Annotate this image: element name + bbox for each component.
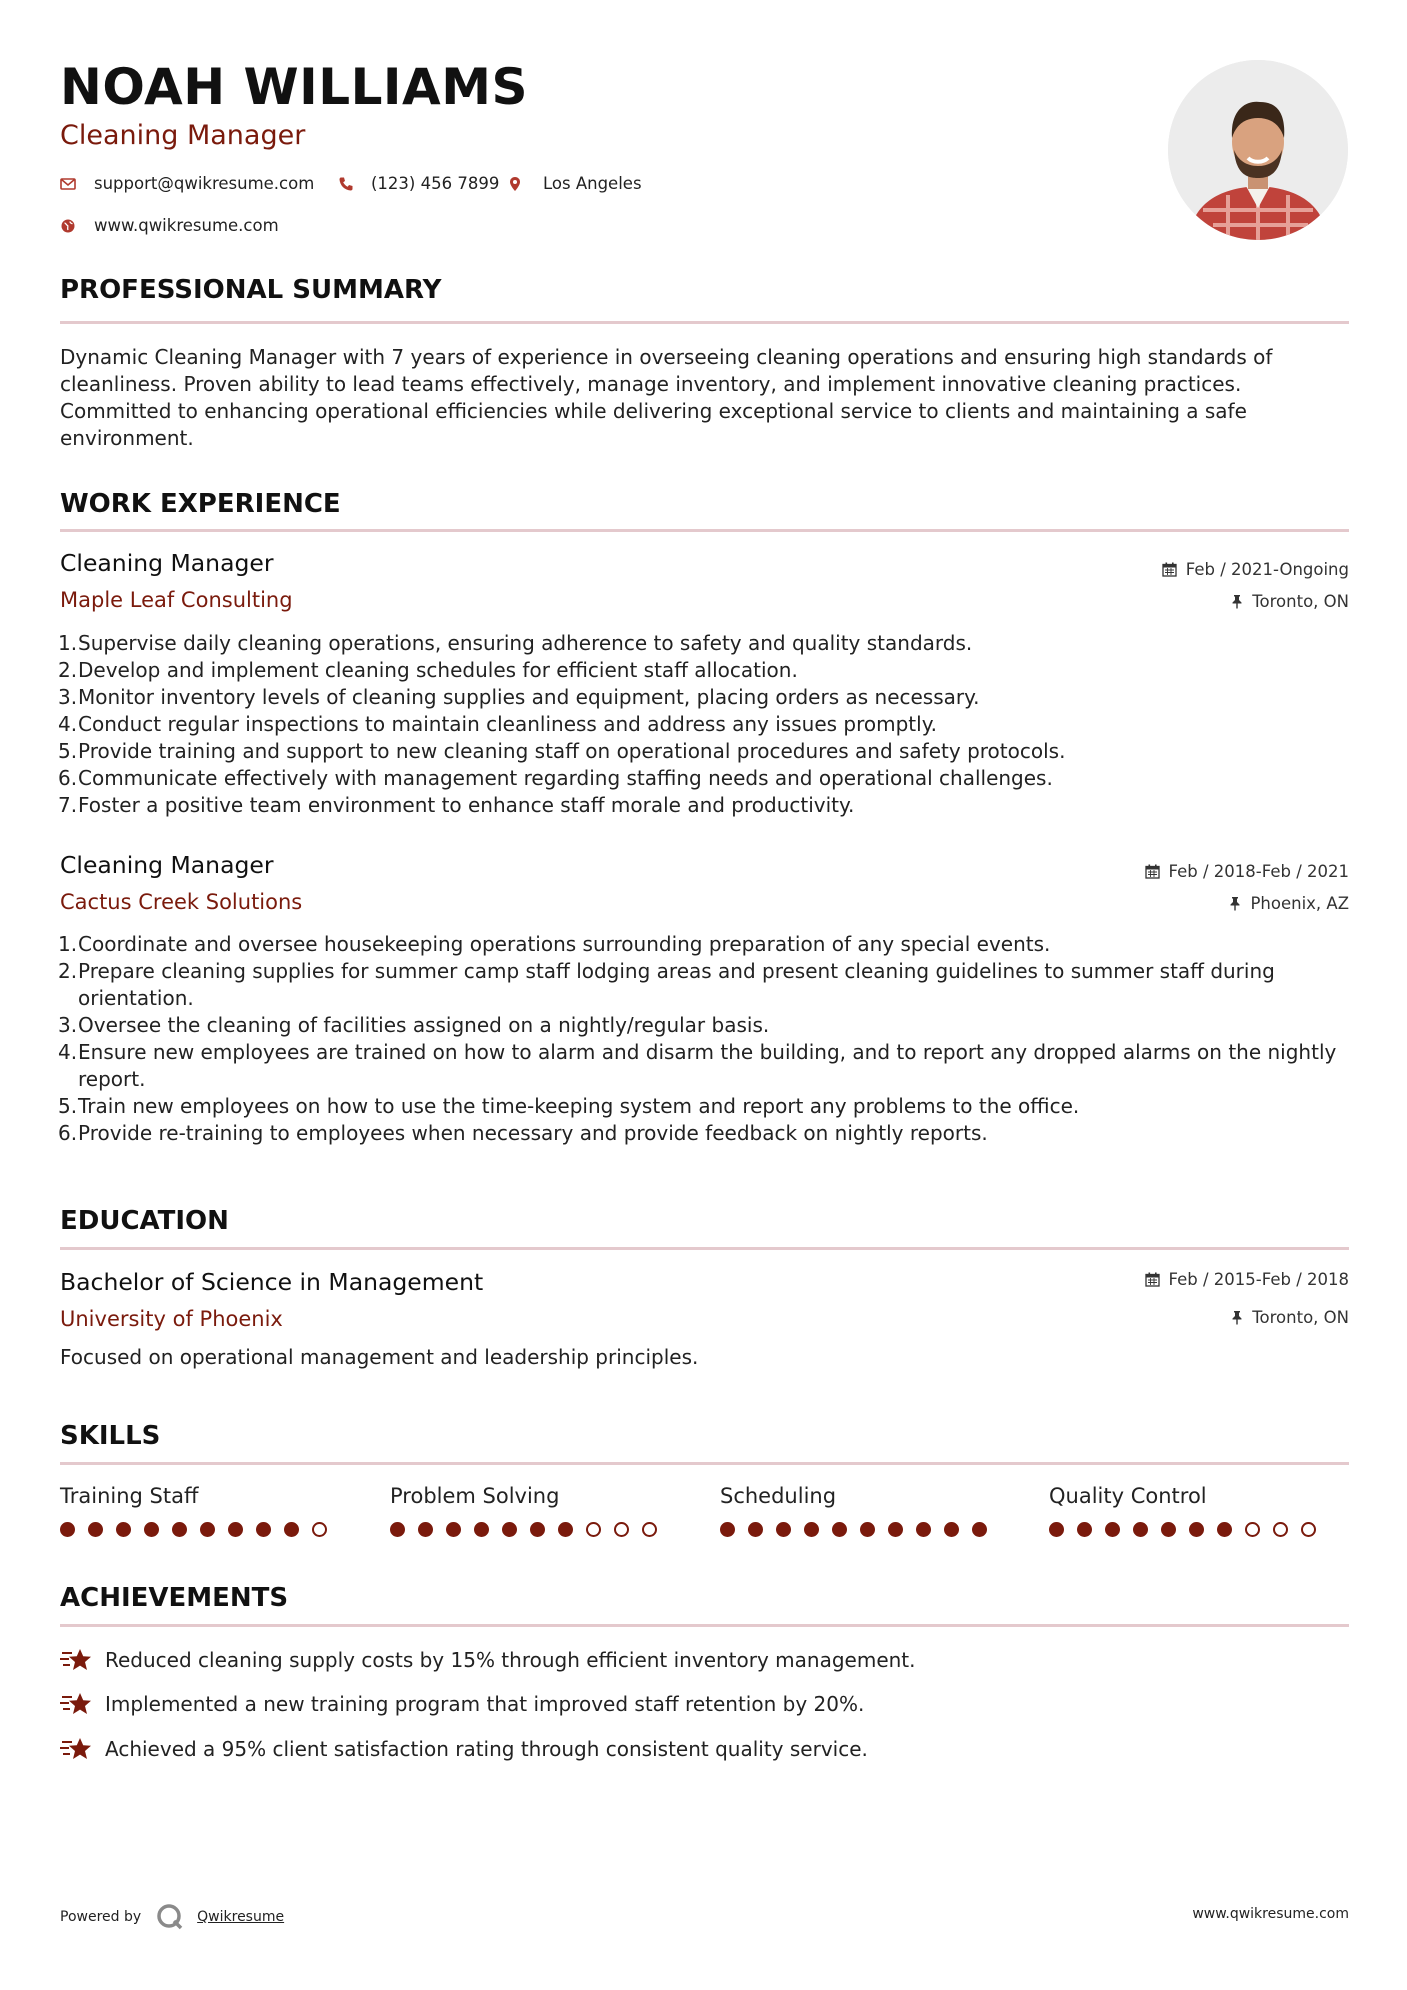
list-item: 3. Monitor inventory levels of cleaning supplies and equipment, placing orders as necessary. (58, 685, 980, 709)
skill-dot-filled (748, 1522, 763, 1537)
skill-name: Quality Control (1049, 1484, 1207, 1508)
skill-dot-filled (530, 1522, 545, 1537)
skill-dot-filled (172, 1522, 187, 1537)
job-title: Cleaning Manager (60, 549, 274, 577)
pushpin-icon (1231, 594, 1243, 609)
job-duties-list (60, 630, 1350, 819)
job-date (1145, 862, 1349, 881)
skill-dot-filled (1105, 1522, 1120, 1537)
candidate-name: NOAH WILLIAMS (60, 58, 528, 116)
location-text: Los Angeles (543, 174, 642, 193)
list-item: 6. Provide re-training to employees when necessary and provide feedback on nightly reports. (58, 1121, 988, 1145)
email-text: support@qwikresume.com (94, 174, 315, 193)
skill-dot-filled (1077, 1522, 1092, 1537)
skill-name: Scheduling (720, 1484, 837, 1508)
skill-dot-empty (312, 1522, 327, 1537)
star-badge-icon (60, 1691, 93, 1717)
list-item: 4. Conduct regular inspections to maintain cleanliness and address any issues promptly. (58, 712, 938, 736)
candidate-role: Cleaning Manager (60, 120, 306, 151)
achievement-item (60, 1736, 868, 1762)
job-company: Maple Leaf Consulting (60, 588, 293, 612)
star-badge-icon (60, 1647, 93, 1673)
skill-dot-empty (642, 1522, 657, 1537)
skill-dot-filled (88, 1522, 103, 1537)
achievement-item (60, 1691, 864, 1717)
list-item: 4. Ensure new employees are trained on how to alarm and disarm the building, and to report any dropped alarms on the nightly report. (58, 1040, 1337, 1091)
pushpin-icon (1231, 1310, 1243, 1325)
skill-dot-filled (116, 1522, 131, 1537)
avatar (1168, 60, 1348, 240)
job-location (1229, 894, 1349, 913)
education-description: Focused on operational management and leadership principles. (60, 1345, 699, 1369)
powered-by-label: Powered by (60, 1909, 142, 1925)
skill-dot-filled (558, 1522, 573, 1537)
map-pin-icon (507, 176, 523, 192)
summary-heading: PROFESSIONAL SUMMARY (60, 275, 442, 305)
skill-dot-filled (474, 1522, 489, 1537)
contact-phone[interactable] (338, 174, 499, 193)
qwikresume-logo-icon (155, 1902, 185, 1932)
skill-dot-filled (390, 1522, 405, 1537)
education-date-text: Feb / 2015-Feb / 2018 (1168, 1270, 1349, 1289)
achievement-text: Reduced cleaning supply costs by 15% through efficient inventory management. (105, 1648, 916, 1672)
skill-dot-filled (418, 1522, 433, 1537)
skill-dot-filled (888, 1522, 903, 1537)
education-heading: EDUCATION (60, 1206, 229, 1236)
skill-rating (390, 1522, 657, 1537)
footer-site-link[interactable]: www.qwikresume.com (1192, 1906, 1349, 1922)
job-location (1231, 592, 1349, 611)
job-company: Cactus Creek Solutions (60, 890, 303, 914)
list-item: 5. Provide training and support to new cleaning staff on operational procedures and safety protocols. (58, 739, 1066, 763)
skill-dot-empty (1273, 1522, 1288, 1537)
skill-dot-filled (1049, 1522, 1064, 1537)
job-location-text: Phoenix, AZ (1250, 894, 1349, 913)
skill-dot-empty (586, 1522, 601, 1537)
section-divider (60, 1624, 1349, 1627)
section-divider (60, 1247, 1349, 1250)
list-item: 1. Coordinate and oversee housekeeping operations surrounding preparation of any special events. (58, 932, 1051, 956)
list-item: 7. Foster a positive team environment to enhance staff morale and productivity. (58, 793, 855, 817)
education-location-text: Toronto, ON (1252, 1308, 1349, 1327)
list-item: 6. Communicate effectively with management regarding staffing needs and operational challenges. (58, 766, 1053, 790)
skill-dot-filled (200, 1522, 215, 1537)
star-badge-icon (60, 1736, 93, 1762)
job-location-text: Toronto, ON (1252, 592, 1349, 611)
calendar-icon (1145, 1272, 1160, 1287)
job-date-text: Feb / 2021-Ongoing (1185, 560, 1349, 579)
footer-brand-link[interactable]: Qwikresume (197, 1909, 285, 1925)
skill-rating (1049, 1522, 1316, 1537)
achievement-item (60, 1647, 916, 1673)
skill-dot-filled (1133, 1522, 1148, 1537)
calendar-icon (1162, 562, 1177, 577)
skill-dot-filled (832, 1522, 847, 1537)
skill-dot-filled (720, 1522, 735, 1537)
list-item: 2. Prepare cleaning supplies for summer camp staff lodging areas and present cleaning guidelines to summer staff during orientation. (58, 959, 1275, 1010)
skill-dot-filled (284, 1522, 299, 1537)
skill-dot-filled (446, 1522, 461, 1537)
skill-dot-empty (1301, 1522, 1316, 1537)
profile-photo (1168, 60, 1348, 240)
skill-name: Problem Solving (390, 1484, 560, 1508)
contact-email[interactable] (60, 174, 314, 193)
skill-dot-filled (804, 1522, 819, 1537)
skill-rating (720, 1522, 987, 1537)
school-name: University of Phoenix (60, 1307, 283, 1331)
education-location (1231, 1308, 1349, 1327)
skill-dot-empty (614, 1522, 629, 1537)
phone-icon (338, 176, 354, 192)
pushpin-icon (1229, 896, 1241, 911)
skill-dot-filled (256, 1522, 271, 1537)
summary-text: Dynamic Cleaning Manager with 7 years of experience in overseeing cleaning operations and ensuring high standards of cleanliness. Proven ability to lead teams effectively, manage inventory, and implement innovative cleaning practices. Committed to enhancing operational efficiencies while delivering exceptional service to clients and maintaining a safe environment. (60, 345, 1273, 450)
degree-title: Bachelor of Science in Management (60, 1268, 484, 1296)
list-item: 3. Oversee the cleaning of facilities assigned on a nightly/regular basis. (58, 1013, 770, 1037)
skill-name: Training Staff (60, 1484, 199, 1508)
skill-dot-filled (1189, 1522, 1204, 1537)
contact-website[interactable] (60, 216, 279, 235)
skill-dot-filled (144, 1522, 159, 1537)
skills-heading: SKILLS (60, 1421, 161, 1451)
job-date (1162, 560, 1349, 579)
skill-dot-filled (1161, 1522, 1176, 1537)
contact-location (507, 174, 642, 193)
skill-rating (60, 1522, 327, 1537)
globe-icon (60, 218, 76, 234)
skill-dot-filled (60, 1522, 75, 1537)
skill-dot-empty (1245, 1522, 1260, 1537)
website-text: www.qwikresume.com (94, 216, 279, 235)
job-title: Cleaning Manager (60, 851, 274, 879)
calendar-icon (1145, 864, 1160, 879)
skill-dot-filled (972, 1522, 987, 1537)
list-item: 2. Develop and implement cleaning schedules for efficient staff allocation. (58, 658, 798, 682)
skill-dot-filled (228, 1522, 243, 1537)
phone-text: (123) 456 7899 (371, 174, 500, 193)
experience-heading: WORK EXPERIENCE (60, 489, 341, 519)
skill-dot-filled (860, 1522, 875, 1537)
education-date (1145, 1270, 1349, 1289)
section-divider (60, 1462, 1349, 1465)
achievements-heading: ACHIEVEMENTS (60, 1583, 289, 1613)
envelope-icon (60, 176, 76, 192)
list-item: 5. Train new employees on how to use the time-keeping system and report any problems to the office. (58, 1094, 1080, 1118)
job-duties-list (60, 931, 1350, 1147)
achievement-text: Implemented a new training program that improved staff retention by 20%. (105, 1692, 865, 1716)
achievement-text: Achieved a 95% client satisfaction rating through consistent quality service. (105, 1737, 868, 1761)
skill-dot-filled (776, 1522, 791, 1537)
skill-dot-filled (502, 1522, 517, 1537)
job-date-text: Feb / 2018-Feb / 2021 (1168, 862, 1349, 881)
skill-dot-filled (944, 1522, 959, 1537)
section-divider (60, 321, 1349, 324)
skill-dot-filled (916, 1522, 931, 1537)
list-item: 1. Supervise daily cleaning operations, ensuring adherence to safety and quality standards. (58, 631, 973, 655)
section-divider (60, 529, 1349, 532)
footer-powered-by (60, 1902, 284, 1932)
skill-dot-filled (1217, 1522, 1232, 1537)
